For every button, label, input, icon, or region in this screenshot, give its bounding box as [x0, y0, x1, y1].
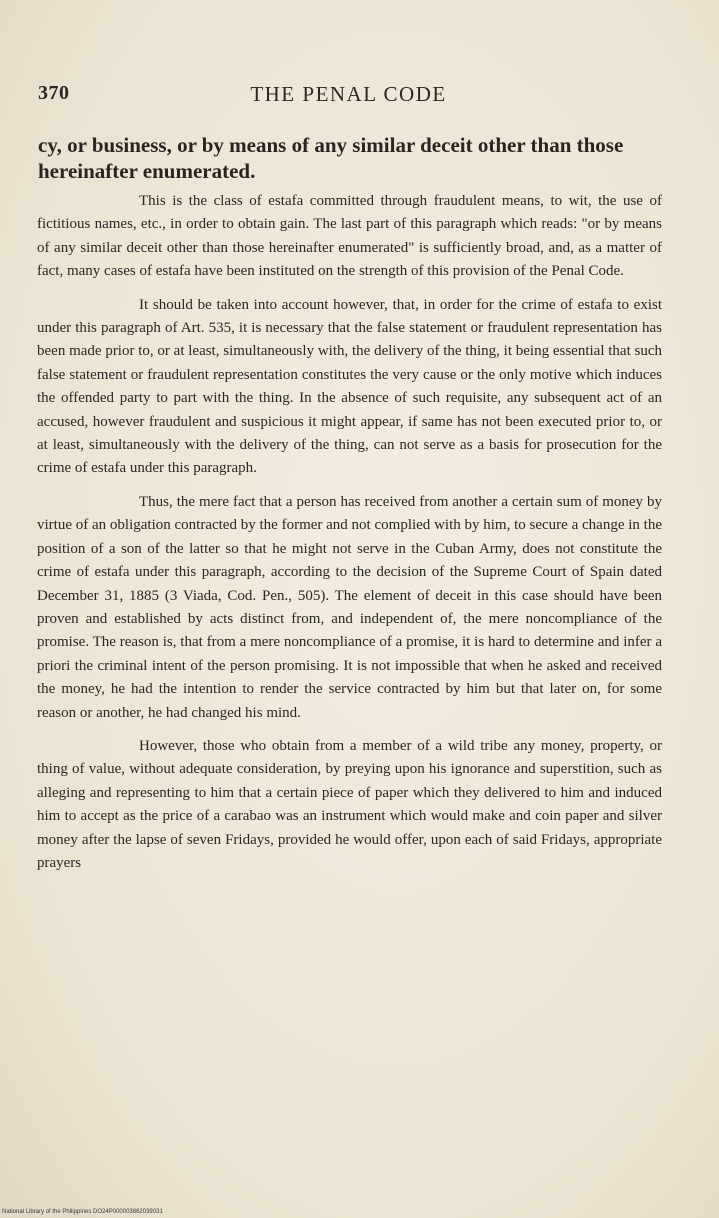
paragraph-4: However, those who obtain from a member of a wild tribe any money, property, or thing of value, without adequate consideration, by preying upon his ignorance and superstition, such as alleging and representing to him that a certain piece of paper which they delivered to him and induced him to accept as the price of a carabao was an instrument which would make and coin paper and silver money after the lapse of seven Fridays, provided he would offer, upon each of said Fridays, appropriate prayers	[37, 737, 662, 871]
running-title: THE PENAL CODE	[250, 82, 447, 106]
paragraph-1: This is the class of estafa committed through fraudulent means, to wit, the use of fictitious names, etc., in order to obtain gain. The last part of this paragraph which reads: "or by means of any similar deceit other than those hereinafter enumerated" is sufficiently broad, and, as a matter of fact, many cases of estafa have been instituted on the strength of this provision of the Penal Code.	[37, 193, 662, 280]
paragraph-2: It should be taken into account however, that, in order for the crime of estafa to exist under this paragraph of Art. 535, it is necessary that the false statement or fraudulent representation has been made prior to, or at least, simultaneously with, the delivery of the thing, it being essential that such false statement or fraudulent representation constitutes the very cause or the only motive which induces the offended party to part with the thing. In the absence of such requisite, any subsequent act of an accused, however fraudulent and suspicious it might appear, if same has not been executed prior to, or at least, simultaneously with the delivery of the thing, can not serve as a basis for prosecution for the crime of estafa under this paragraph.	[37, 296, 662, 477]
page-number: 370	[38, 82, 70, 104]
body-text	[37, 190, 662, 885]
paragraph-3: Thus, the mere fact that a person has received from another a certain sum of money by virtue of an obligation contracted by the former and not complied with by him, to secure a change in the position of a son of the latter so that he might not serve in the Cuban Army, does not constitute the crime of estafa under this paragraph, according to the decision of the Supreme Court of Spain dated December 31, 1885 (3 Viada, Cod. Pen., 505). The element of deceit in this case should have been proven and established by acts distinct from, and independent of, the mere noncompliance of the promise. The reason is, that from a mere noncompliance of a promise, it is hard to determine and infer a priori the criminal intent of the person promising. It is not impossible that when he asked and received the money, he had the intention to render the service contracted by him but that later on, for some reason or another, he had changed his mind.	[37, 493, 662, 721]
footer-credit: National Library of the Philippines DO24P000003862039031	[2, 1209, 163, 1215]
lead-paragraph: cy, or business, or by means of any similar deceit other than those hereinafter enumerated.	[38, 133, 624, 183]
page-header	[38, 82, 659, 112]
